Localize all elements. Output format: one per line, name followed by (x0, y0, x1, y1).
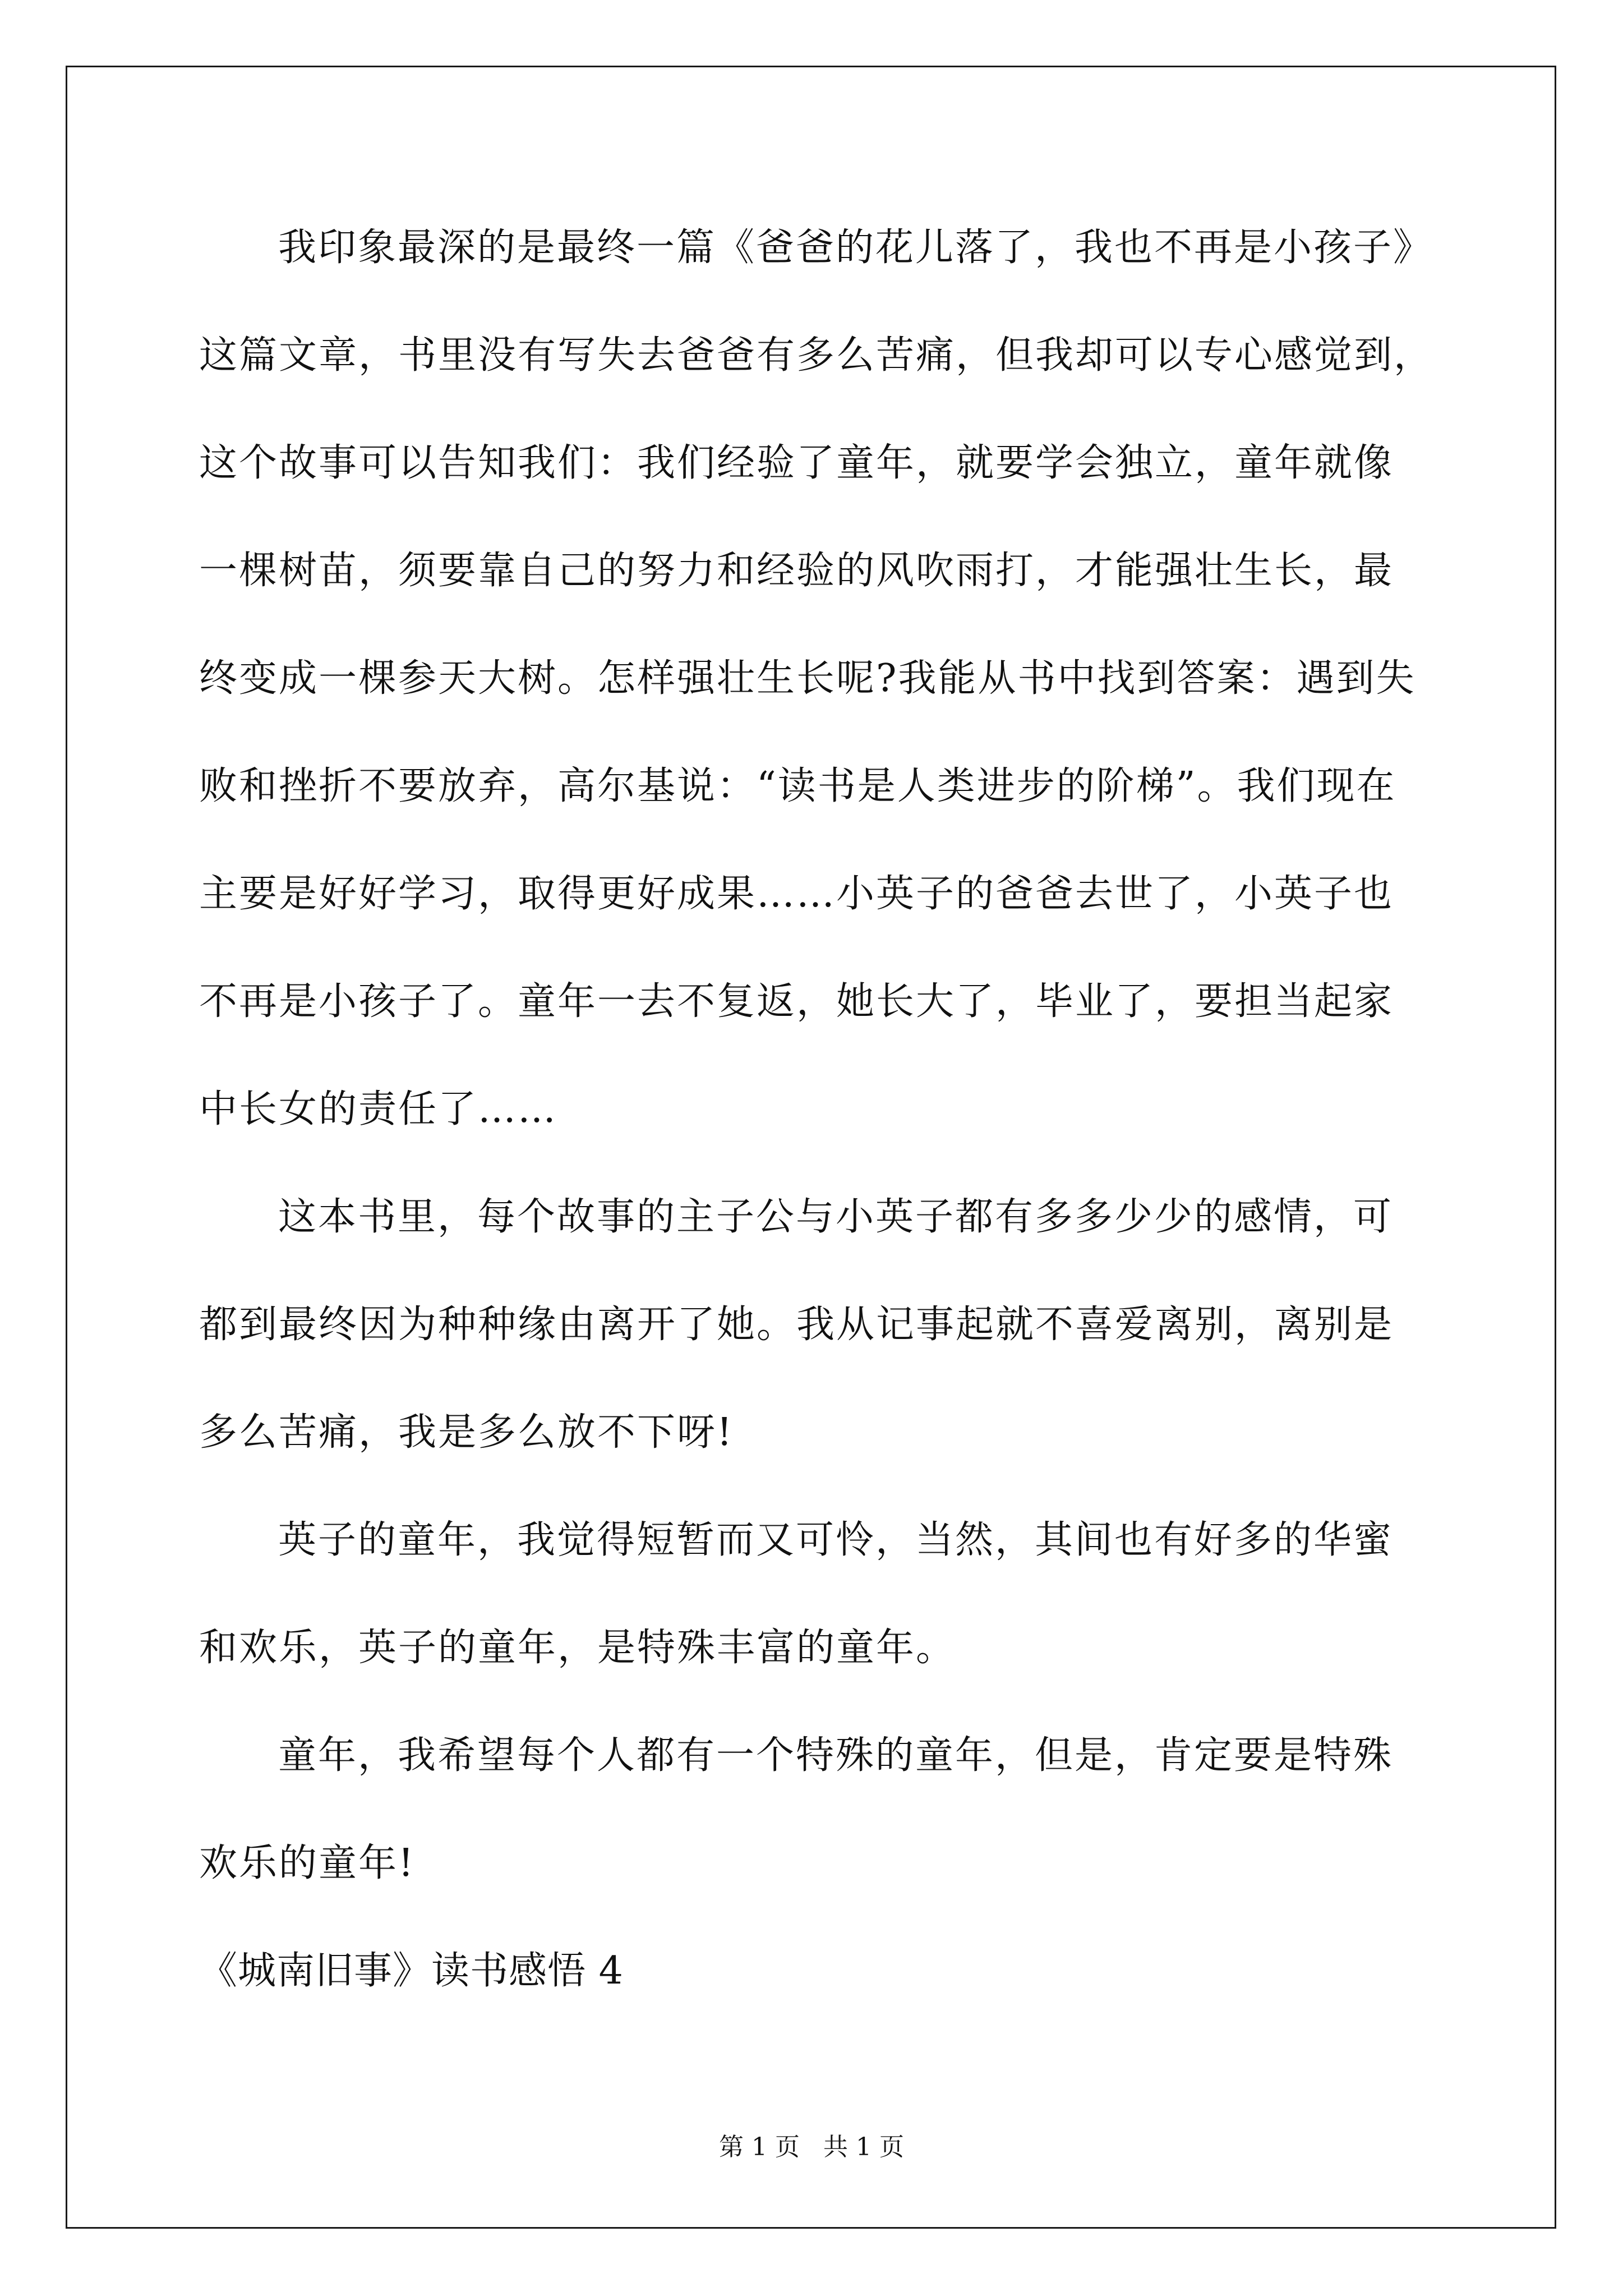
paragraph-line: 这个故事可以告知我们：我们经验了童年，就要学会独立，童年就像 (199, 441, 1394, 485)
paragraph-line: 多么苦痛，我是多么放不下呀! (199, 1410, 734, 1455)
paragraph-line: 我印象最深的是最终一篇《爸爸的花儿落了，我也不再是小孩子》 (278, 226, 1433, 270)
paragraph-line: 终变成一棵参天大树。怎样强壮生长呢?我能从书中找到答案：遇到失 (199, 656, 1416, 701)
section-heading: 《城南旧事》读书感悟 4 (199, 1949, 624, 1993)
paragraph-line: 这篇文章，书里没有写失去爸爸有多么苦痛，但我却可以专心感觉到， (199, 333, 1434, 378)
document-body (199, 222, 1438, 2053)
paragraph-line: 都到最终因为种种缘由离开了她。我从记事起就不喜爱离别，离别是 (199, 1303, 1394, 1347)
paragraph-line: 败和挫折不要放弃，高尔基说：“读书是人类进步的阶梯”。我们现在 (199, 764, 1396, 808)
paragraph-line: 和欢乐，英子的童年，是特殊丰富的童年。 (199, 1626, 956, 1670)
paragraph-line: 欢乐的童年! (199, 1841, 416, 1885)
page-number-footer: 第 1 页 共 1 页 (719, 2133, 904, 2161)
paragraph-line: 英子的童年，我觉得短暂而又可怜，当然，其间也有好多的华蜜 (278, 1518, 1394, 1562)
paragraph-line: 不再是小孩子了。童年一去不复返，她长大了，毕业了，要担当起家 (199, 979, 1394, 1024)
paragraph-line: 主要是好好学习，取得更好成果……小英子的爸爸去世了，小英子也 (199, 872, 1394, 916)
paragraph-line: 中长女的责任了…… (199, 1087, 558, 1131)
paragraph-line: 童年，我希望每个人都有一个特殊的童年，但是，肯定要是特殊 (278, 1733, 1394, 1778)
paragraph-line: 一棵树苗，须要靠自己的努力和经验的风吹雨打，才能强壮生长，最 (199, 549, 1394, 593)
paragraph-line: 这本书里，每个故事的主子公与小英子都有多多少少的感情，可 (278, 1195, 1394, 1239)
